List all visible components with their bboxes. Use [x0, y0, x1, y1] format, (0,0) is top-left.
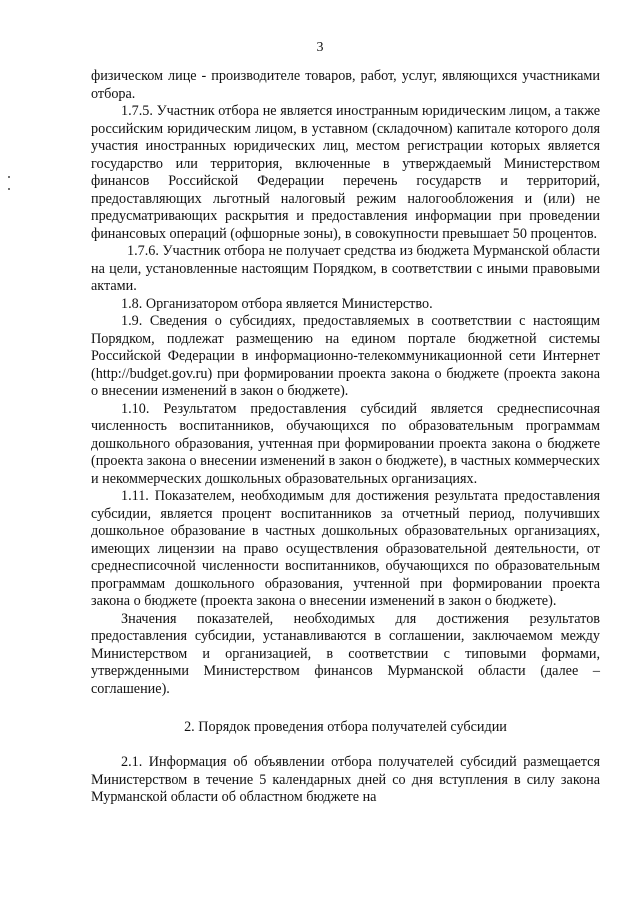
section-heading: 2. Порядок проведения отбора получателей субсидии	[184, 719, 507, 735]
paragraph-1-11: 1.11. Показателем, необходимым для достижения результата предоставления субсидии, является процент воспитанников за отчетный период, получивших дошкольное образование в частных дошкольных образовательных организациях, имеющих лицензии на право осуществления образовательной деятельности, от среднесписочной численности воспитанников, обучающихся по образовательным программам дошкольного образования, учтенной при формировании проекта закона о бюджете (проекта закона о внесении изменений в закон о бюджете).	[91, 488, 600, 609]
paragraph-2-1: 2.1. Информация об объявлении отбора получателей субсидий размещается Министерством в течение 5 календарных дней со дня вступления в силу закона Мурманской области об областном бюджете на	[91, 754, 600, 805]
scan-mark	[8, 176, 10, 178]
paragraph-indicator-values: Значения показателей, необходимых для достижения результатов предоставления субсидии, устанавливаются в соглашении, заключаемом между Министерством и организацией, в соответствии с типовыми формами, утвержденными Министерством финансов Мурманской области (далее – соглашение).	[91, 610, 600, 697]
paragraph-1-7-5: 1.7.5. Участник отбора не является иностранным юридическим лицом, а также российским юридическим лицом, в уставном (складочном) капитале которого доля участия иностранных юридических лиц, местом регистрации которых является государство или территория, включенные в утверждаемый Министерством финансов Российской Федерации перечень государств и территорий, предоставляющих льготный налоговый режим налогообложения и (или) не предусматривающих раскрытия и предоставления информации при проведении финансовых операций (офшорные зоны), в совокупности превышает 50 процентов.	[91, 103, 600, 242]
document-body	[91, 68, 600, 807]
paragraph-1-9: 1.9. Сведения о субсидиях, предоставляемых в соответствии с настоящим Порядком, подлежат размещению на едином портале бюджетной системы Российской Федерации в информационно-телекоммуникационной сети Интернет (http://budget.gov.ru) при формировании проекта закона о бюджете (проекта закона о внесении изменений в закон о бюджете).	[91, 313, 600, 399]
paragraph-1-7-6: 1.7.6. Участник отбора не получает средства из бюджета Мурманской области на цели, установленные настоящим Порядком, в соответствии с иными правовыми актами.	[91, 243, 600, 294]
paragraph-1-10: 1.10. Результатом предоставления субсидий является среднесписочная численность воспитанников, обучающихся по образовательным программам дошкольного образования, учтенная при формировании проекта закона о бюджете (проекта закона о внесении изменений в закон о бюджете), в частных коммерческих и некоммерческих дошкольных образовательных организациях.	[91, 400, 600, 487]
paragraph-continuation: физическом лице - производителе товаров, работ, услуг, являющихся участниками отбора.	[91, 68, 600, 102]
paragraph-1-8: 1.8. Организатором отбора является Министерство.	[121, 295, 433, 312]
page-number: 3	[316, 40, 324, 55]
scan-mark	[8, 188, 10, 190]
